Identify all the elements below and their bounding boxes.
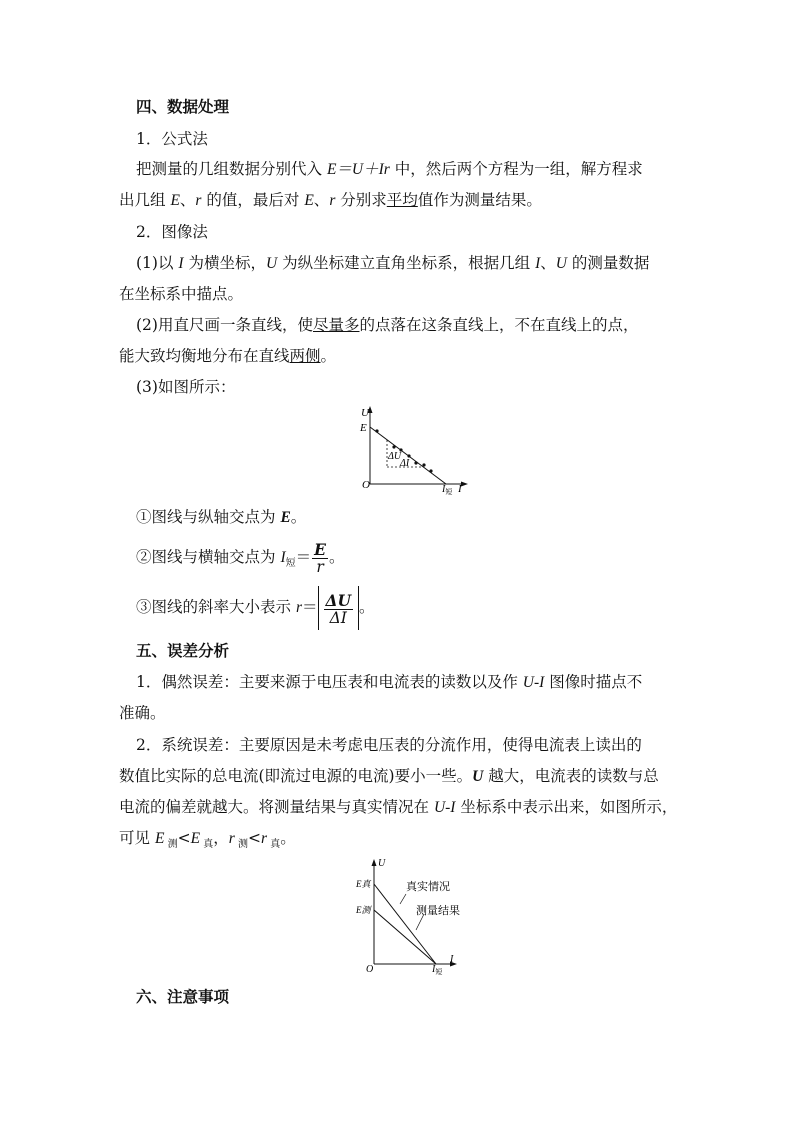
section-4-title: 四、数据处理 [136, 97, 230, 116]
point-2-line-1 [136, 315, 639, 335]
formula: E＝U＋Ir [326, 161, 390, 178]
text: 图像时描点不 [544, 673, 643, 691]
ui-graph-figure [355, 404, 475, 496]
denominator: ΔI [329, 608, 347, 627]
text: ＝ [295, 548, 312, 566]
text: 为纵坐标建立直角坐标系，根据几组 [277, 254, 536, 272]
delta-i-label: ΔI [400, 458, 410, 469]
point-1-line-2: 在坐标系中描点。 [119, 285, 244, 303]
text: 为横坐标， [183, 254, 266, 272]
method-1-line-2 [119, 190, 542, 211]
error-comparison-figure [350, 856, 470, 976]
var-E: E [190, 830, 201, 847]
text: 。 [320, 347, 337, 365]
underlined-text: 两侧 [289, 347, 321, 365]
var-ui: U-I [433, 799, 456, 816]
text: 。 [328, 548, 345, 566]
subscript: 测 [164, 839, 178, 851]
text: ③图线的斜率大小表示 [136, 598, 296, 616]
var-r: r [329, 192, 336, 209]
origin-label: O [362, 479, 370, 491]
subscript: 真 [267, 839, 281, 851]
var-I: I [535, 255, 541, 272]
underlined-text: 平均 [386, 191, 418, 209]
text: 的点落在这条直线上，不在直线上的点， [359, 316, 639, 334]
var-U: U [266, 255, 278, 272]
var-r: r [295, 599, 302, 616]
method-2-title: 2．图像法 [136, 223, 208, 241]
text: 。 [290, 508, 307, 526]
var-r: r [228, 830, 235, 847]
var-r: r [261, 830, 268, 847]
error-2-line-3 [119, 797, 677, 818]
text: 。 [359, 598, 375, 616]
text: (2)用直尺画一条直线，使 [136, 316, 313, 334]
text: 电流的偏差就越大。将测量结果与真实情况在 [119, 798, 434, 816]
method-1-title: 1．公式法 [136, 130, 208, 148]
i-short-label: $I_短$ [432, 964, 443, 976]
error-1-line-1 [136, 672, 642, 693]
text: 坐标系中表示出来，如图所示， [455, 798, 678, 816]
text: ， [213, 829, 229, 847]
var-I: I [280, 549, 286, 566]
i-short-label: $I_短$ [442, 484, 453, 496]
text: 分别求 [335, 191, 387, 209]
var-U: U [555, 255, 567, 272]
text: (1)以 [136, 254, 179, 272]
measured-line [374, 910, 436, 964]
text: 把测量的几组数据分别代入 [136, 160, 327, 178]
conclusion-1 [136, 507, 306, 528]
text: 、 [540, 254, 556, 272]
delta-u-label: ΔU [388, 451, 402, 462]
origin-label: O [366, 964, 374, 975]
text: < [248, 829, 261, 847]
underlined-text: 尽量多 [312, 316, 360, 334]
var-I: I [178, 255, 184, 272]
text: 1．偶然误差：主要来源于电压表和电流表的读数以及作 [136, 673, 523, 691]
subscript: 短 [285, 558, 296, 570]
text: 的测量数据 [566, 254, 650, 272]
var-E: E [280, 509, 291, 526]
text: 的值，最后对 [201, 191, 305, 209]
data-point [392, 445, 395, 448]
error-2-line-1: 2．系统误差：主要原因是未考虑电压表的分流作用，使得电流表上读出的 [136, 736, 642, 754]
text: 数值比实际的总电流(即流过电源的电流)要小一些。 [119, 767, 473, 785]
method-1-line-1 [136, 159, 643, 180]
text: 、 [313, 191, 330, 209]
text: 能大致均衡地分布在直线 [119, 347, 290, 365]
i-axis-arrow [461, 482, 468, 487]
u-axis-label: U [361, 407, 369, 419]
u-axis-label: U [378, 858, 386, 869]
text: 、 [179, 191, 196, 209]
e-label: E [360, 422, 367, 434]
conclusion-2 [136, 537, 344, 584]
denominator: r [316, 557, 324, 576]
var-E: E [304, 192, 314, 209]
text: ＝ [301, 598, 318, 616]
measured-result-label: 测量结果 [416, 905, 460, 917]
var-E: E [154, 830, 165, 847]
subscript: 真 [200, 839, 214, 851]
data-point [422, 463, 425, 466]
numerator: E [314, 539, 326, 559]
e-measured-label: E测 [356, 905, 371, 915]
text: 出几组 [119, 191, 171, 209]
text: 可见 [119, 829, 155, 847]
point-2-line-2 [119, 346, 336, 366]
subscript: 测 [234, 839, 248, 851]
absolute-value [318, 586, 360, 630]
text: 值作为测量结果。 [417, 191, 542, 209]
text: 中，然后两个方程为一组，解方程求 [389, 160, 643, 178]
var-U: U [472, 768, 484, 785]
i-axis-label: I [450, 954, 454, 965]
var-r: r [195, 192, 202, 209]
error-2-line-2 [119, 766, 659, 787]
conclusion-3 [136, 585, 375, 630]
true-leader [400, 894, 406, 904]
data-point [414, 461, 417, 464]
section-5-title: 五、误差分析 [136, 641, 230, 660]
fraction-e-over-r [312, 541, 328, 576]
point-1-line-1 [136, 253, 649, 274]
i-axis-label: I [458, 483, 462, 495]
text: ①图线与纵轴交点为 [136, 508, 281, 526]
error-2-line-4 [119, 828, 296, 855]
error-1-line-2: 准确。 [119, 704, 166, 722]
fraction-du-over-di [324, 592, 354, 627]
data-point [429, 469, 432, 472]
text: 。 [280, 829, 296, 847]
e-true-label: E真 [356, 879, 371, 889]
var-ui: U-I [522, 674, 545, 691]
text: < [177, 829, 191, 847]
var-E: E [170, 192, 180, 209]
data-point [375, 429, 378, 432]
point-3: (3)如图所示： [136, 378, 236, 396]
text: 越大，电流表的读数与总 [483, 767, 659, 785]
true-situation-label: 真实情况 [406, 881, 450, 893]
numerator: ΔU [325, 590, 352, 610]
section-6-title: 六、注意事项 [136, 987, 230, 1006]
u-axis-arrow [372, 859, 377, 866]
text: ②图线与横轴交点为 [136, 548, 281, 566]
